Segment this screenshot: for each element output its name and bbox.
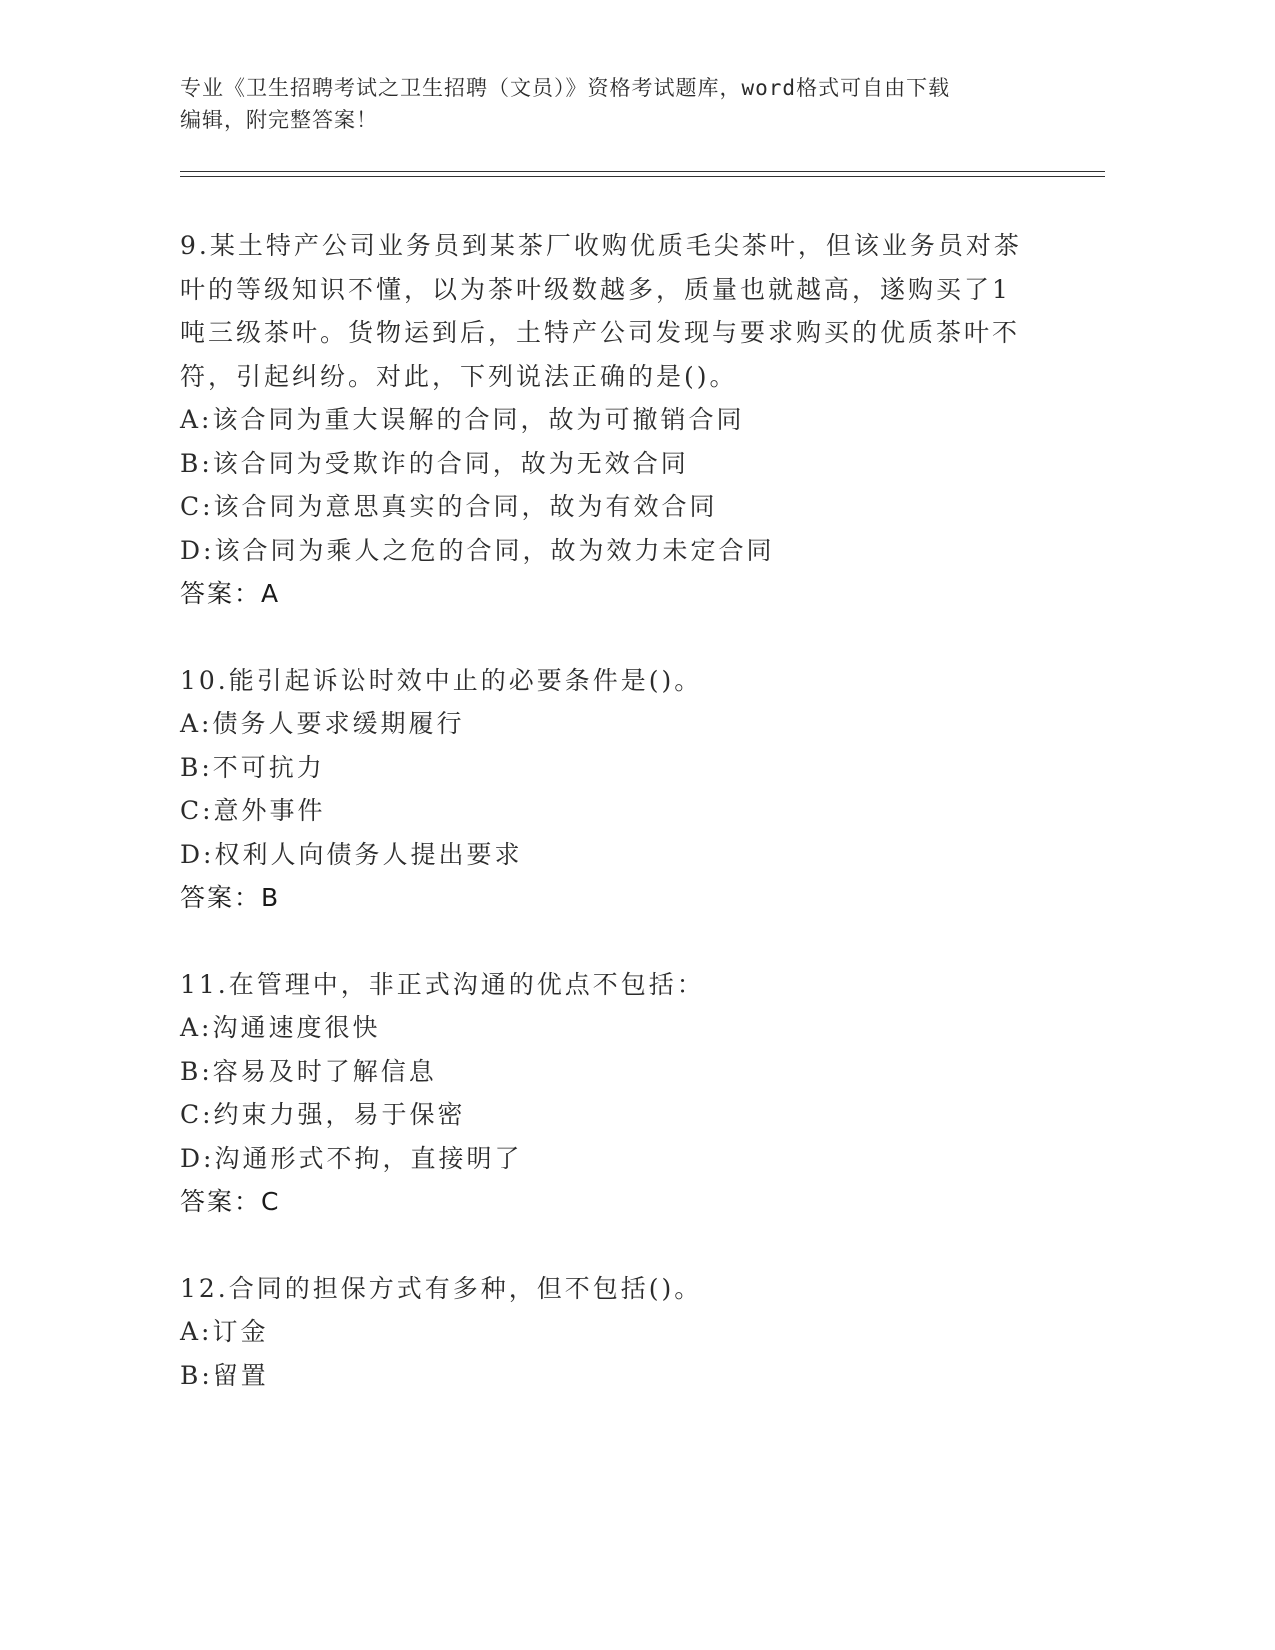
- answer-option: A:订金: [180, 1317, 269, 1346]
- answer-option: D:沟通形式不拘，直接明了: [180, 1143, 523, 1173]
- question-stem-line: 10.能引起诉讼时效中止的必要条件是()。: [180, 665, 703, 695]
- question-block: [180, 224, 1080, 616]
- question-stem-line: 叶的等级知识不懂，以为茶叶级数越多，质量也就越高，遂购买了1: [180, 274, 1011, 304]
- question-stem-line: 9.某土特产公司业务员到某茶厂收购优质毛尖茶叶，但该业务员对茶: [180, 231, 1022, 260]
- question-stem-line: 吨三级茶叶。货物运到后，土特产公司发现与要求购买的优质茶叶不: [180, 318, 1021, 347]
- question-list: [180, 224, 1080, 1440]
- answer-option: C:意外事件: [180, 796, 326, 825]
- answer-key: 答案：C: [180, 1187, 281, 1216]
- document-header: [180, 72, 1060, 136]
- answer-option: C:该合同为意思真实的合同，故为有效合同: [180, 492, 718, 521]
- question-block: [180, 963, 1080, 1224]
- question-block: [180, 1267, 1080, 1398]
- answer-key: 答案：A: [180, 579, 281, 608]
- answer-option: A:沟通速度很快: [180, 1013, 381, 1042]
- answer-option: D:权利人向债务人提出要求: [180, 839, 523, 869]
- answer-option: B:不可抗力: [180, 752, 325, 782]
- question-stem-line: 11.在管理中，非正式沟通的优点不包括：: [180, 969, 705, 999]
- header-divider-bottom: [180, 176, 1105, 177]
- question-block: [180, 659, 1080, 920]
- answer-option: A:该合同为重大误解的合同，故为可撤销合同: [180, 405, 745, 434]
- question-stem-line: 符，引起纠纷。对此，下列说法正确的是()。: [180, 361, 738, 391]
- answer-key: 答案：B: [180, 883, 281, 912]
- answer-option: B:留置: [180, 1360, 269, 1390]
- answer-option: C:约束力强，易于保密: [180, 1100, 466, 1129]
- answer-option: A:债务人要求缓期履行: [180, 709, 465, 738]
- answer-option: D:该合同为乘人之危的合同，故为效力未定合同: [180, 535, 775, 565]
- header-line: 编辑，附完整答案！: [180, 108, 378, 132]
- header-divider-top: [180, 171, 1105, 172]
- answer-option: B:该合同为受欺诈的合同，故为无效合同: [180, 448, 689, 478]
- answer-option: B:容易及时了解信息: [180, 1056, 437, 1086]
- question-stem-line: 12.合同的担保方式有多种，但不包括()。: [180, 1273, 703, 1303]
- header-line: 专业《卫生招聘考试之卫生招聘（文员）》资格考试题库，word格式可自由下载: [180, 76, 951, 100]
